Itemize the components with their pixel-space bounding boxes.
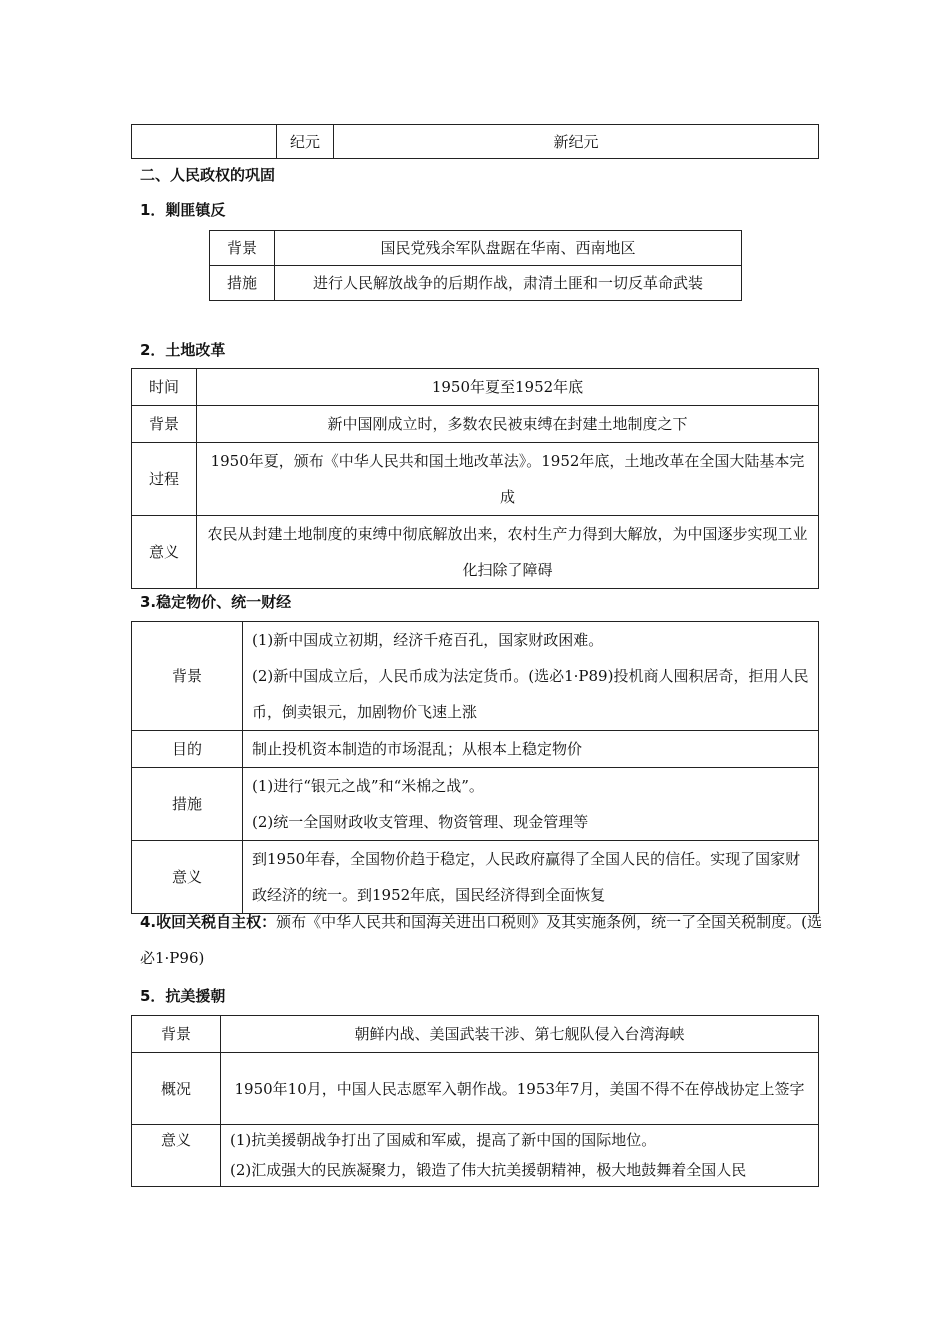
s5-meaning-cell xyxy=(221,1125,819,1187)
table-price-stabilization xyxy=(131,621,819,914)
s5-meaning-p1: (1)抗美援朝战争打出了国威和军威，提高了新中国的国际地位。 xyxy=(230,1131,657,1149)
s5-row1-text: 1950年10月，中国人民志愿军入朝作战。1953年7月，美国不得不在停战协定上签字 xyxy=(221,1053,819,1125)
s5-meaning-label: 意义 xyxy=(132,1125,221,1187)
s5-row1-label: 概况 xyxy=(132,1053,221,1125)
table-era xyxy=(131,124,819,159)
era-col3: 新纪元 xyxy=(334,125,819,159)
s2-row2-text: 1950年夏，颁布《中华人民共和国土地改革法》。1952年底，土地改革在全国大陆基本完成 xyxy=(197,443,819,516)
s3-measures-cell xyxy=(243,768,819,841)
s3-measures-p2: (2)统一全国财政收支管理、物资管理、现金管理等 xyxy=(252,813,589,831)
s4-text: 颁布《中华人民共和国海关进出口税则》及其实施条例，统一了全国关税制度。(选必1·P96) xyxy=(140,913,822,967)
s5-row0-label: 背景 xyxy=(132,1016,221,1053)
s3-meaning-label: 意义 xyxy=(132,841,243,914)
s1-row1-label: 措施 xyxy=(210,266,275,301)
s3-measures-p1: (1)进行“银元之战”和“米棉之战”。 xyxy=(252,777,484,795)
s5-row0-text: 朝鲜内战、美国武装干涉、第七舰队侵入台湾海峡 xyxy=(221,1016,819,1053)
s4-paragraph xyxy=(140,904,830,976)
s3-background-label: 背景 xyxy=(132,622,243,731)
s1-title: 1．剿匪镇反 xyxy=(140,201,226,219)
s1-row0-label: 背景 xyxy=(210,231,275,266)
s2-title: 2．土地改革 xyxy=(140,341,226,359)
table-bandit-suppression xyxy=(209,230,742,301)
s3-measures-label: 措施 xyxy=(132,768,243,841)
s2-row3-text: 农民从封建土地制度的束缚中彻底解放出来，农村生产力得到大解放，为中国逐步实现工业化扫除了障碍 xyxy=(197,516,819,589)
s3-background-p1: (1)新中国成立初期，经济千疮百孔，国家财政困难。 xyxy=(252,631,604,649)
s1-row1-text: 进行人民解放战争的后期作战，肃清土匪和一切反革命武装 xyxy=(275,266,742,301)
s5-meaning-p2: (2)汇成强大的民族凝聚力，锻造了伟大抗美援朝精神，极大地鼓舞着全国人民 xyxy=(230,1161,747,1179)
s2-row0-label: 时间 xyxy=(132,369,197,406)
s3-goal-label: 目的 xyxy=(132,731,243,768)
s5-title: 5．抗美援朝 xyxy=(140,987,226,1005)
s3-title: 3.稳定物价、统一财经 xyxy=(140,593,292,611)
section-title-consolidation: 二、人民政权的巩固 xyxy=(140,166,276,184)
s2-row1-text: 新中国刚成立时，多数农民被束缚在封建土地制度之下 xyxy=(197,406,819,443)
s3-goal-text: 制止投机资本制造的市场混乱；从根本上稳定物价 xyxy=(243,731,819,768)
s4-title: 4.收回关税自主权： xyxy=(140,913,277,931)
s3-background-p2: (2)新中国成立后，人民币成为法定货币。(选必1·P89)投机商人囤积居奇，拒用人民币，倒卖银元，加剧物价飞速上涨 xyxy=(252,667,809,721)
table-korean-war xyxy=(131,1015,819,1187)
table-land-reform xyxy=(131,368,819,589)
s2-row3-label: 意义 xyxy=(132,516,197,589)
s2-row0-text: 1950年夏至1952年底 xyxy=(197,369,819,406)
era-col2: 纪元 xyxy=(277,125,334,159)
s2-row1-label: 背景 xyxy=(132,406,197,443)
s1-row0-text: 国民党残余军队盘踞在华南、西南地区 xyxy=(275,231,742,266)
s3-meaning-text: 到1950年春，全国物价趋于稳定，人民政府赢得了全国人民的信任。实现了国家财政经济的统一。到1952年底，国民经济得到全面恢复 xyxy=(243,841,819,914)
era-empty-cell xyxy=(132,125,277,159)
s2-row2-label: 过程 xyxy=(132,443,197,516)
s3-background-cell xyxy=(243,622,819,731)
